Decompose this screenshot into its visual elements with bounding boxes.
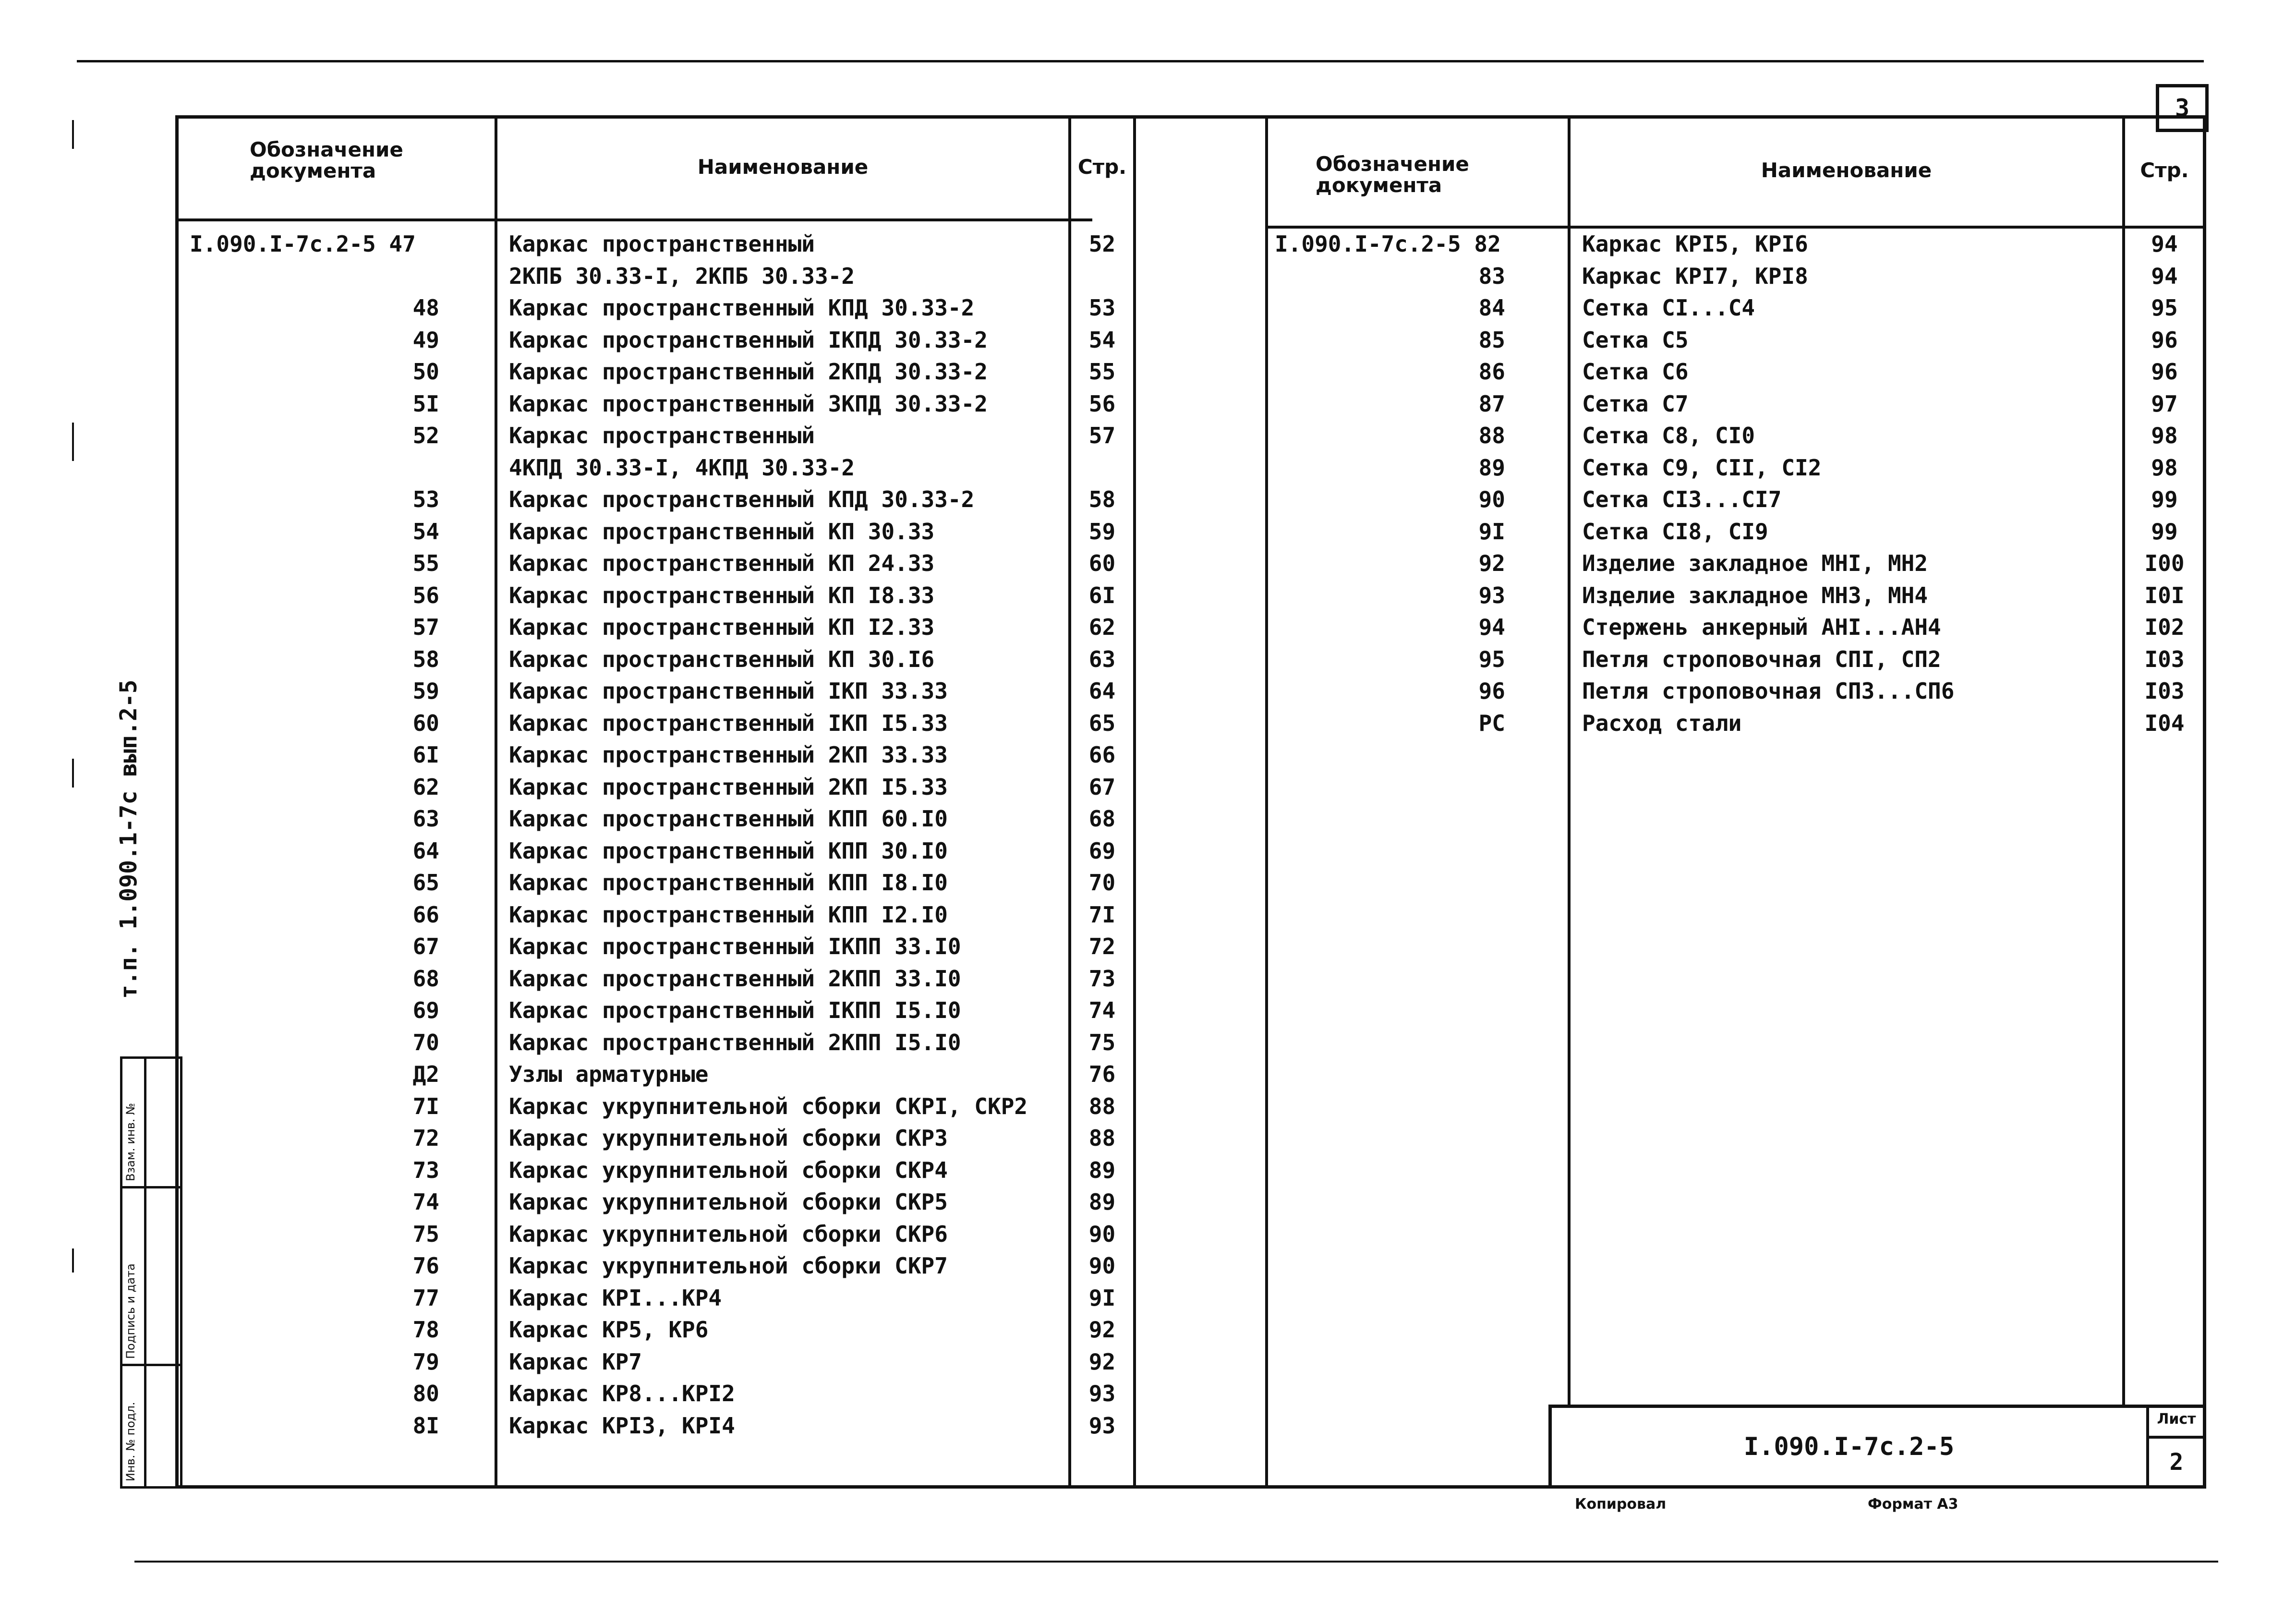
list-item: Сетка СI3...СI7 <box>1582 486 1782 512</box>
right-col-divider-2 <box>1568 115 1571 1407</box>
list-item: Каркас КРI7, КРI8 <box>1582 263 1808 289</box>
list-item: 65 <box>412 870 439 896</box>
margin-mark-1 <box>72 120 74 149</box>
side-stamp-divider-2 <box>120 1364 182 1366</box>
list-item: 73 <box>1088 965 1116 992</box>
list-item: Каркас пространственный КП 24.33 <box>509 550 935 576</box>
list-item: 93 <box>1478 582 1505 608</box>
list-item: Каркас пространственный 2КП 33.33 <box>509 742 948 768</box>
right-doc-column <box>1275 228 1505 739</box>
list-item: 8I <box>412 1412 439 1439</box>
list-item: 67 <box>412 933 439 959</box>
list-item: Каркас пространственный КПД 30.33-2 <box>509 486 975 512</box>
list-item: Каркас укрупнительной сборки СКР7 <box>509 1253 948 1279</box>
list-item: 98 <box>2151 423 2178 448</box>
list-item: Сетка С9, СII, СI2 <box>1582 454 1822 481</box>
footer-copied: Копировал <box>1575 1496 1667 1513</box>
bottom-edge-line <box>134 1561 2218 1563</box>
list-item: 57 <box>412 614 439 640</box>
list-item: 96 <box>1478 678 1505 704</box>
side-stamp-inner <box>144 1056 146 1489</box>
list-item: 94 <box>2151 231 2178 257</box>
stamp-label-1: Инв. № подл. <box>124 1402 137 1481</box>
left-header-name: Наименование <box>697 155 869 179</box>
list-item: 68 <box>1088 806 1116 832</box>
list-item: 2КПБ 30.33-I, 2КПБ 30.33-2 <box>509 263 855 289</box>
list-item: 67 <box>1088 774 1116 800</box>
list-item: 52 <box>1088 231 1116 257</box>
list-item: I.090.I-7c.2-5 47 <box>190 231 416 257</box>
list-item: 56 <box>412 582 439 608</box>
title-block-sheet-divider <box>2146 1436 2206 1439</box>
list-item: 58 <box>1088 486 1116 512</box>
list-item: Каркас укрупнительной сборки СКР5 <box>509 1189 948 1215</box>
list-item: Узлы арматурные <box>509 1061 709 1087</box>
list-item: 90 <box>1478 486 1505 512</box>
list-item: 53 <box>1088 295 1116 321</box>
list-item: 89 <box>1088 1189 1116 1215</box>
list-item: 9I <box>1088 1285 1116 1311</box>
list-item <box>190 452 439 484</box>
list-item: I.090.I-7c.2-5 82 <box>1275 231 1501 257</box>
right-header-designation: Обозначение документа <box>1316 152 1469 197</box>
list-item: Каркас пространственный IКПП 33.I0 <box>509 933 961 959</box>
list-item: Каркас пространственный КПД 30.33-2 <box>509 295 975 321</box>
left-doc-column <box>190 228 439 1442</box>
list-item: 64 <box>412 837 439 864</box>
list-item: 93 <box>1088 1412 1116 1439</box>
list-item: 97 <box>2151 390 2178 417</box>
list-item: 68 <box>412 965 439 992</box>
list-item: 53 <box>412 486 439 512</box>
side-stamp-text: т.п. 1.090.1-7с вып.2-5 <box>115 679 142 999</box>
list-item: Сетка СI...С4 <box>1582 295 1755 321</box>
list-item: 63 <box>412 806 439 832</box>
list-item: 7I <box>1088 901 1116 928</box>
list-item: 90 <box>1088 1221 1116 1247</box>
left-page-column <box>1071 228 1133 1442</box>
list-item: Каркас пространственный IКПД 30.33-2 <box>509 327 988 353</box>
list-item: РС <box>1478 710 1505 736</box>
list-item: 92 <box>1088 1317 1116 1343</box>
list-item: 83 <box>1478 263 1505 289</box>
list-item: 69 <box>412 997 439 1023</box>
list-item: 65 <box>1088 710 1116 736</box>
list-item: 86 <box>1478 359 1505 385</box>
list-item: 48 <box>412 295 439 321</box>
side-stamp-divider-1 <box>120 1186 182 1188</box>
list-item: 80 <box>412 1381 439 1406</box>
list-item: Каркас КРI3, КРI4 <box>509 1412 735 1439</box>
margin-mark-4 <box>72 1248 74 1273</box>
list-item: Каркас пространственный КПП 30.I0 <box>509 837 948 864</box>
list-item: Каркас пространственный КПП I2.I0 <box>509 901 948 928</box>
list-item: 89 <box>1478 454 1505 481</box>
list-item: 55 <box>412 550 439 576</box>
list-item: Каркас пространственный 2КПП 33.I0 <box>509 965 961 992</box>
list-item: Д2 <box>412 1061 439 1087</box>
right-name-column <box>1582 228 2120 739</box>
list-item: 88 <box>1088 1125 1116 1151</box>
list-item: Каркас пространственный 2КПП I5.I0 <box>509 1029 961 1055</box>
list-item: I03 <box>2144 646 2185 672</box>
list-item: I03 <box>2144 678 2185 704</box>
list-item: 50 <box>412 359 439 385</box>
list-item: 7I <box>412 1093 439 1119</box>
list-item: Изделие закладное МН3, МН4 <box>1582 582 1928 608</box>
list-item: 59 <box>1088 518 1116 545</box>
list-item: 60 <box>1088 550 1116 576</box>
list-item: 69 <box>1088 837 1116 864</box>
list-item: Каркас пространственный IКП 33.33 <box>509 678 948 704</box>
list-item: 66 <box>1088 742 1116 768</box>
list-item: 49 <box>412 327 439 353</box>
list-item: Каркас КРI...КР4 <box>509 1285 722 1311</box>
list-item: 99 <box>2151 518 2178 545</box>
list-item: Каркас пространственный IКПП I5.I0 <box>509 997 961 1023</box>
list-item: 94 <box>1478 614 1505 640</box>
list-item: 62 <box>1088 614 1116 640</box>
list-item: I04 <box>2144 710 2185 736</box>
list-item: I02 <box>2144 614 2185 640</box>
list-item: Сетка СI8, СI9 <box>1582 518 1768 545</box>
list-item: 6I <box>1088 582 1116 608</box>
list-item: 92 <box>1088 1348 1116 1375</box>
list-item: 99 <box>2151 486 2178 512</box>
list-item: Каркас укрупнительной сборки СКР6 <box>509 1221 948 1247</box>
list-item: 70 <box>1088 870 1116 896</box>
list-item: 75 <box>412 1221 439 1247</box>
list-item: Каркас пространственный <box>509 423 815 448</box>
list-item: Каркас укрупнительной сборки СКР4 <box>509 1157 948 1183</box>
list-item <box>1071 452 1133 484</box>
list-item: 57 <box>1088 423 1116 448</box>
list-item: Каркас пространственный КП 30.33 <box>509 518 935 545</box>
list-item: 9I <box>1478 518 1505 545</box>
list-item: Каркас пространственный КП 30.I6 <box>509 646 935 672</box>
list-item: 5I <box>412 390 439 417</box>
list-item: 88 <box>1088 1093 1116 1119</box>
stamp-label-3: Взам. инв. № <box>124 1103 137 1181</box>
right-header-name: Наименование <box>1761 158 1932 182</box>
list-item: Стержень анкерный АНI...АН4 <box>1582 614 1941 640</box>
list-item: 75 <box>1088 1029 1116 1055</box>
list-item: 60 <box>412 710 439 736</box>
list-item: 55 <box>1088 359 1116 385</box>
list-item: 73 <box>412 1157 439 1183</box>
list-item: 79 <box>412 1348 439 1375</box>
right-col-divider-1 <box>1265 115 1268 1489</box>
list-item: 63 <box>1088 646 1116 672</box>
title-block-designation: I.090.I-7c.2-5 <box>1743 1432 1955 1461</box>
list-item: Каркас пространственный 3КПД 30.33-2 <box>509 390 988 417</box>
list-item: 96 <box>2151 359 2178 385</box>
list-item: Каркас пространственный КП I8.33 <box>509 582 935 608</box>
list-item: Каркас КР8...КРI2 <box>509 1381 735 1406</box>
list-item: 74 <box>1088 997 1116 1023</box>
list-item: Каркас пространственный <box>509 231 815 257</box>
list-item: Каркас пространственный 2КП I5.33 <box>509 774 948 800</box>
left-col-divider-3 <box>1133 115 1136 1489</box>
footer-format: Формат А3 <box>1868 1496 1958 1513</box>
right-header-page: Стр. <box>2140 158 2189 182</box>
margin-mark-3 <box>72 759 74 788</box>
list-item: 58 <box>412 646 439 672</box>
stamp-label-2: Подпись и дата <box>124 1263 137 1359</box>
list-item: 88 <box>1478 423 1505 448</box>
list-item: 95 <box>1478 646 1505 672</box>
list-item: Каркас пространственный КПП 60.I0 <box>509 806 948 832</box>
list-item: 62 <box>412 774 439 800</box>
list-item: 76 <box>1088 1061 1116 1087</box>
left-name-column <box>509 228 1066 1442</box>
list-item: Сетка С7 <box>1582 390 1689 417</box>
list-item: I0I <box>2144 582 2185 608</box>
list-item: Каркас укрупнительной сборки СКР3 <box>509 1125 948 1151</box>
list-item: I00 <box>2144 550 2185 576</box>
list-item: Расход стали <box>1582 710 1742 736</box>
left-header-divider <box>175 218 1092 221</box>
list-item: Сетка С5 <box>1582 327 1689 353</box>
list-item: 54 <box>412 518 439 545</box>
list-item: 70 <box>412 1029 439 1055</box>
title-block-sheet-number: 2 <box>2169 1449 2184 1476</box>
list-item: Каркас КР7 <box>509 1348 642 1375</box>
list-item: Каркас пространственный КП I2.33 <box>509 614 935 640</box>
list-item: Каркас пространственный IКП I5.33 <box>509 710 948 736</box>
sheet-corner-number: 3 <box>2175 94 2190 122</box>
list-item: 74 <box>412 1189 439 1215</box>
list-item: Петля строповочная СП3...СП6 <box>1582 678 1955 704</box>
list-item <box>190 260 439 292</box>
list-item: Каркас пространственный 2КПД 30.33-2 <box>509 359 988 385</box>
list-item: Каркас пространственный КПП I8.I0 <box>509 870 948 896</box>
list-item: 92 <box>1478 550 1505 576</box>
list-item: 93 <box>1088 1381 1116 1406</box>
list-item: 89 <box>1088 1157 1116 1183</box>
list-item: 66 <box>412 901 439 928</box>
list-item <box>1071 260 1133 292</box>
list-item: 96 <box>2151 327 2178 353</box>
list-item: 72 <box>1088 933 1116 959</box>
list-item: 94 <box>2151 263 2178 289</box>
title-block-sheet-label: Лист <box>2157 1411 2196 1428</box>
left-header-page: Стр. <box>1077 155 1127 179</box>
list-item: Каркас КРI5, КРI6 <box>1582 231 1808 257</box>
list-item: 6I <box>412 742 439 768</box>
list-item: 95 <box>2151 295 2178 321</box>
list-item: 90 <box>1088 1253 1116 1279</box>
list-item: 84 <box>1478 295 1505 321</box>
left-header-designation: Обозначение документа <box>250 138 403 182</box>
list-item: 85 <box>1478 327 1505 353</box>
list-item: 4КПД 30.33-I, 4КПД 30.33-2 <box>509 454 855 481</box>
top-edge-line <box>77 60 2204 62</box>
list-item: 54 <box>1088 327 1116 353</box>
list-item: 87 <box>1478 390 1505 417</box>
list-item: 59 <box>412 678 439 704</box>
list-item: 78 <box>412 1317 439 1343</box>
left-col-divider-1 <box>495 115 497 1489</box>
list-item: 56 <box>1088 390 1116 417</box>
list-item: 77 <box>412 1285 439 1311</box>
list-item: 64 <box>1088 678 1116 704</box>
margin-mark-2 <box>72 423 74 461</box>
list-item: Каркас укрупнительной сборки СКРI, СКР2 <box>509 1093 1028 1119</box>
list-item: 72 <box>412 1125 439 1151</box>
list-item: Сетка С8, СI0 <box>1582 423 1755 448</box>
list-item: Петля строповочная СПI, СП2 <box>1582 646 1941 672</box>
list-item: 98 <box>2151 454 2178 481</box>
list-item: Сетка С6 <box>1582 359 1689 385</box>
right-page-column <box>2125 228 2204 739</box>
list-item: 76 <box>412 1253 439 1279</box>
list-item: 52 <box>412 423 439 448</box>
list-item: Изделие закладное МНI, МН2 <box>1582 550 1928 576</box>
list-item: Каркас КР5, КР6 <box>509 1317 709 1343</box>
